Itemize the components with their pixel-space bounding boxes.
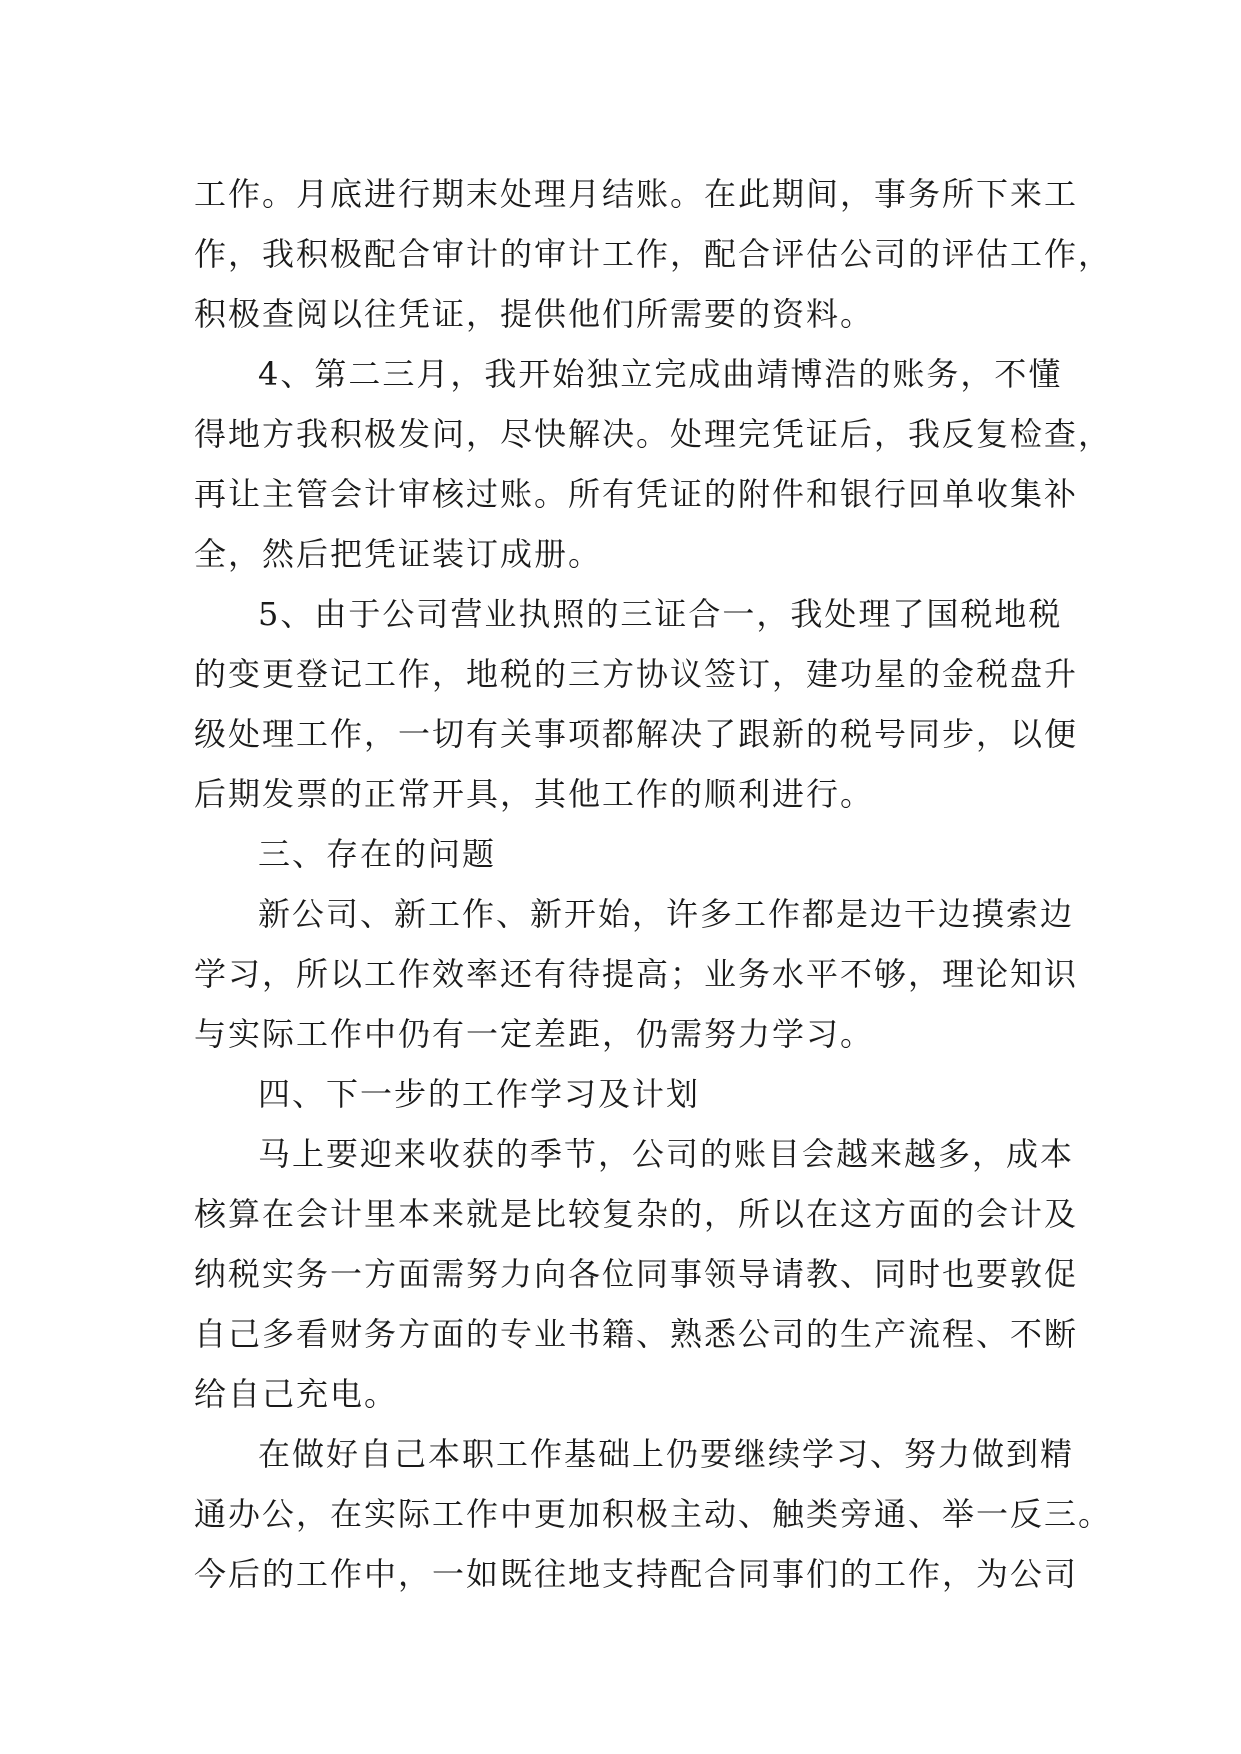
text-line: 作，我积极配合审计的审计工作，配合评估公司的评估工作， [194,235,1113,273]
text-line: 后期发票的正常开具，其他工作的顺利进行。 [194,775,875,813]
text-line: 新公司、新工作、新开始，许多工作都是边干边摸索边 [258,895,1075,933]
section-heading: 三、存在的问题 [258,835,497,873]
text-line: 今后的工作中，一如既往地支持配合同事们的工作，为公司 [194,1555,1079,1593]
text-line: 得地方我积极发问，尽快解决。处理完凭证后，我反复检查， [194,415,1113,453]
text-line: 5、由于公司营业执照的三证合一，我处理了国税地税 [258,595,1063,633]
document-body [194,164,1113,1604]
text-line: 学习，所以工作效率还有待提高；业务水平不够，理论知识 [194,955,1079,993]
text-line: 纳税实务一方面需努力向各位同事领导请教、同时也要敦促 [194,1255,1079,1293]
text-line: 核算在会计里本来就是比较复杂的，所以在这方面的会计及 [194,1195,1079,1233]
text-line: 通办公，在实际工作中更加积极主动、触类旁通、举一反三。 [194,1495,1113,1533]
text-line: 给自己充电。 [194,1375,399,1413]
section-heading: 四、下一步的工作学习及计划 [258,1075,701,1113]
text-line: 工作。月底进行期末处理月结账。在此期间，事务所下来工 [194,175,1079,213]
text-line: 再让主管会计审核过账。所有凭证的附件和银行回单收集补 [194,475,1079,513]
text-line: 自己多看财务方面的专业书籍、熟悉公司的生产流程、不断 [194,1315,1079,1353]
text-line: 的变更登记工作，地税的三方协议签订，建功星的金税盘升 [194,655,1079,693]
text-line: 马上要迎来收获的季节，公司的账目会越来越多，成本 [258,1135,1075,1173]
text-line: 积极查阅以往凭证，提供他们所需要的资料。 [194,295,875,333]
text-line: 在做好自己本职工作基础上仍要继续学习、努力做到精 [258,1435,1075,1473]
text-line: 与实际工作中仍有一定差距，仍需努力学习。 [194,1015,875,1053]
text-line: 级处理工作，一切有关事项都解决了跟新的税号同步，以便 [194,715,1079,753]
text-line: 4、第二三月，我开始独立完成曲靖博浩的账务，不懂 [258,355,1063,393]
text-line: 全，然后把凭证装订成册。 [194,535,603,573]
